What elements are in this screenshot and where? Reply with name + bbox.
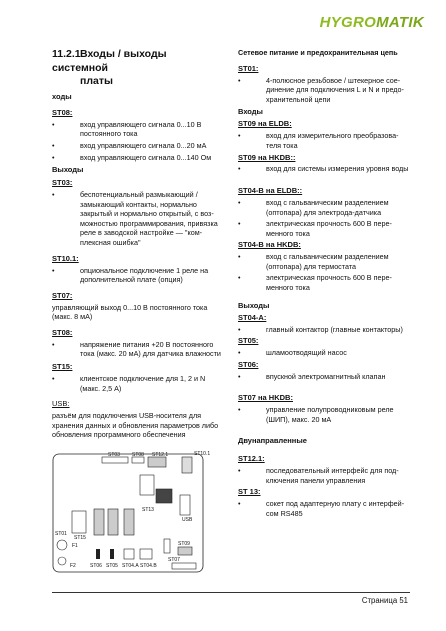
st13-list	[238, 499, 410, 518]
inputs-heading: ходы	[52, 91, 72, 101]
list-item: • 4-полюсное резьбовое / штекерное сое- динение для подключения L и N и предо- хранительной цепи	[238, 76, 410, 105]
st08-output-label: ST08:	[52, 327, 73, 337]
board-label: ST04.A	[122, 562, 139, 569]
st01-list	[238, 76, 410, 105]
st08-inputs-label: ST08:	[52, 107, 73, 117]
board-label: USB	[182, 516, 193, 523]
st07-label: ST07:	[52, 290, 73, 300]
list-item: • вход для измерительного преобразова- теля тока	[238, 131, 410, 150]
board-label: ST15	[74, 534, 86, 541]
st12-list	[238, 466, 410, 485]
list-item: • вход для системы измерения уровня воды	[238, 164, 410, 174]
st04b-eldb-list	[238, 198, 410, 238]
bidirectional-heading: Двунаправленные	[238, 436, 307, 446]
board-label: ST13	[142, 506, 154, 513]
board-label: ST08	[132, 451, 144, 458]
st07-hkdb-list	[238, 405, 410, 424]
st15-list	[52, 374, 222, 393]
list-item: • вход с гальваническим разделением (оптопара) для термостата	[238, 252, 410, 271]
list-item: • беспотенциальный размыкающий / замыкающий контакты, нормально закрытый и нормально открытый, с воз- можностью программирования, привязка реле в заводской настройке — "ком- плексная ошибка"	[52, 190, 222, 247]
st09-eldb-list	[238, 131, 410, 150]
st09-hkdb-label: ST09 на HKDB::	[238, 152, 296, 162]
usb-label: USB:	[52, 399, 70, 409]
st04b-hkdb-label: ST04-B на HKDB:	[238, 240, 301, 250]
list-item: • вход с гальваническим разделением (оптопара) для электрода-датчика	[238, 198, 410, 217]
st09-eldb-label: ST09 на ELDB:	[238, 119, 292, 129]
list-item: • вход управляющего сигнала 0...20 мА	[52, 141, 222, 151]
st06-label: ST06:	[238, 359, 259, 369]
inputs-heading-right: Входы	[238, 107, 263, 117]
st09-hkdb-list	[238, 164, 410, 174]
list-item: • вход управляющего сигнала 0...140 Ом	[52, 153, 222, 163]
st08-output-list	[52, 340, 222, 359]
st12-label: ST12.1:	[238, 454, 265, 464]
list-item: • шламоотводящий насос	[238, 348, 410, 358]
board-label: ST12.1	[152, 451, 169, 458]
st06-list	[238, 372, 410, 382]
st03-list	[52, 190, 222, 247]
st03-label: ST03:	[52, 178, 73, 188]
board-label: ST01	[55, 530, 67, 537]
list-item: • клиентское подключение для 1, 2 и N (макс. 2,5 А)	[52, 374, 222, 393]
st13-label: ST 13:	[238, 487, 261, 497]
list-item: • напряжение питания +20 В постоянного тока (макс. 20 мА) для датчика влажности	[52, 340, 222, 359]
board-label: ST07	[168, 556, 180, 563]
st10-label: ST10.1:	[52, 253, 79, 263]
st08-inputs-list	[52, 120, 222, 162]
board-label: ST04.B	[140, 562, 157, 569]
outputs-heading: Выходы	[52, 165, 84, 175]
board-label: ST06	[90, 562, 102, 569]
list-item: • главный контактор (главные контакторы)	[238, 325, 410, 335]
board-label: ST05	[106, 562, 118, 569]
right-column	[238, 48, 410, 521]
section-title: 11.2.1Входы / выходы системной платы	[52, 48, 167, 88]
circuit-board-diagram	[52, 449, 214, 579]
board-label: ST09	[178, 540, 190, 547]
st04b-hkdb-list	[238, 252, 410, 292]
st10-list	[52, 266, 222, 285]
st04a-list	[238, 325, 410, 335]
hygromatik-logo: HYGROMATIK	[319, 14, 424, 31]
list-item: • опциональное подключение 1 реле на дополнительной плате (опция)	[52, 266, 222, 285]
st05-label: ST05:	[238, 336, 259, 346]
st15-label: ST15:	[52, 361, 73, 371]
list-item: • управление полупроводниковым реле (ШИП), макс. 20 мА	[238, 405, 410, 424]
list-item: • впускной электромагнитный клапан	[238, 372, 410, 382]
st04b-eldb-label: ST04-B на ELDB::	[238, 186, 303, 196]
st01-label: ST01:	[238, 63, 259, 73]
outputs-heading-right: Выходы	[238, 300, 270, 310]
st07-text: управляющий выход 0...10 В постоянного тока (макс. 8 мА)	[52, 302, 208, 322]
board-label: ST03	[108, 451, 120, 458]
footer-divider	[52, 592, 410, 593]
power-heading: Сетевое питание и предохранительная цепь	[238, 48, 398, 57]
st07-hkdb-label: ST07 на HKDB:	[238, 393, 293, 403]
usb-text: разъём для подключения USB-носителя для хранения данных и обновления параметров либо обновления программного обеспечения	[52, 411, 219, 440]
board-label: F1	[72, 542, 78, 549]
list-item: • последовательный интерфейс для под- ключения панели управления	[238, 466, 410, 485]
page-number: Страница 51	[361, 596, 408, 605]
st05-list	[238, 348, 410, 358]
st04a-label: ST04-A:	[238, 312, 267, 322]
left-column	[52, 48, 222, 581]
list-item: • сокет под адаптерную плату с интерфей- сом RS485	[238, 499, 410, 518]
board-label: F2	[70, 562, 76, 569]
list-item: • электрическая прочность 600 В пере- менного тока	[238, 219, 410, 238]
list-item: • вход управляющего сигнала 0...10 В постоянного тока	[52, 120, 222, 139]
board-label: ST10.1	[194, 450, 211, 457]
list-item: • электрическая прочность 600 В пере- менного тока	[238, 273, 410, 292]
